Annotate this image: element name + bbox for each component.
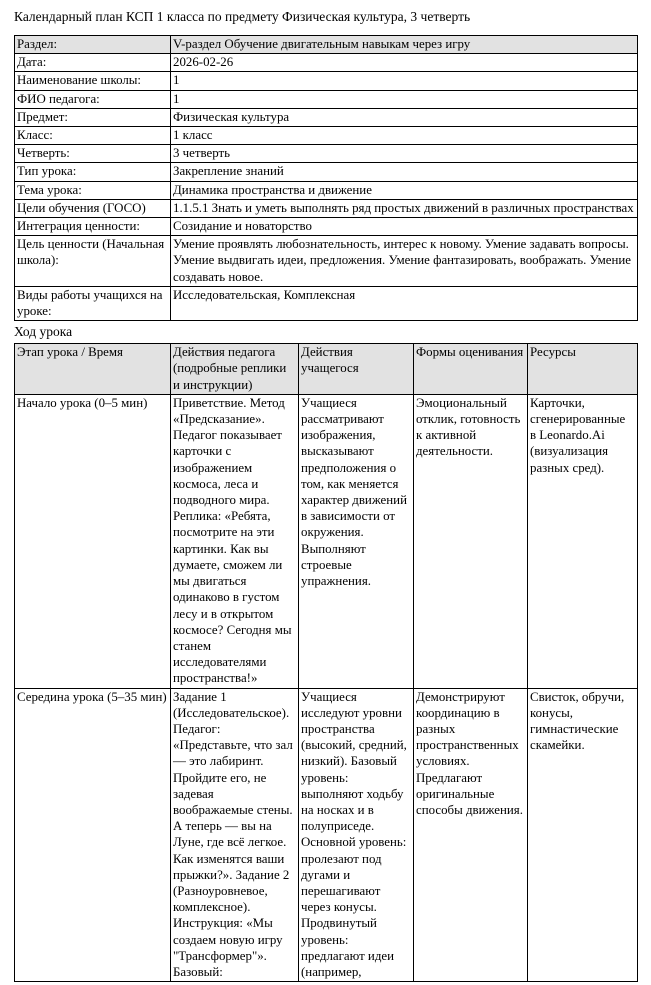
info-value: Динамика пространства и движение [171,181,638,199]
assessment-cell: Эмоциональный отклик, готовность к активной деятельности. [414,394,528,688]
stage-cell: Середина урока (5–35 мин) [15,688,171,982]
header-assessment: Формы оценивания [414,344,528,395]
lesson-table-header-row [15,344,638,395]
info-label: Класс: [15,127,171,145]
info-row-lesson-topic [15,181,638,199]
info-value: Закрепление знаний [171,163,638,181]
info-label: Четверть: [15,145,171,163]
info-row-teacher [15,90,638,108]
info-label: ФИО педагога: [15,90,171,108]
info-value: Умение проявлять любознательность, интерес к новому. Умение задавать вопросы. Умение выдвигать идеи, предложения. Умение фантазировать, воображать. Умение создавать новое. [171,236,638,287]
lesson-info-table [14,35,638,321]
info-label: Раздел: [15,36,171,54]
assessment-cell: Демонстрируют координацию в разных пространственных условиях. Предлагают оригинальные способы движения. [414,688,528,982]
info-value: 1.1.5.1 Знать и уметь выполнять ряд простых движений в различных пространствах [171,199,638,217]
info-value: 1 класс [171,127,638,145]
info-row-class [15,127,638,145]
resources-cell: Свисток, обручи, конусы, гимнастические скамейки. [528,688,638,982]
lesson-stages-table [14,343,638,982]
info-value: Исследовательская, Комплексная [171,286,638,320]
info-value: Созидание и новаторство [171,218,638,236]
info-row-values-integration [15,218,638,236]
info-row-value-goal [15,236,638,287]
info-value: Физическая культура [171,108,638,126]
header-stage: Этап урока / Время [15,344,171,395]
info-value: 1 [171,72,638,90]
resources-cell: Карточки, сгенерированные в Leonardo.Ai (визуализация разных сред). [528,394,638,688]
student-actions-cell: Учащиеся рассматривают изображения, высказывают предположения о том, как меняется характер движений в зависимости от окружения. Выполняют строевые упражнения. [299,394,414,688]
info-value: 3 четверть [171,145,638,163]
info-row-school [15,72,638,90]
info-row-data [15,54,638,72]
info-label: Виды работы учащихся на уроке: [15,286,171,320]
info-row-razdel [15,36,638,54]
info-value: V-раздел Обучение двигательным навыкам через игру [171,36,638,54]
info-value: 1 [171,90,638,108]
info-label: Интеграция ценности: [15,218,171,236]
header-resources: Ресурсы [528,344,638,395]
info-label: Предмет: [15,108,171,126]
info-label: Тема урока: [15,181,171,199]
lesson-course-heading: Ход урока [14,324,73,340]
info-value: 2026-02-26 [171,54,638,72]
info-label: Наименование школы: [15,72,171,90]
info-row-quarter [15,145,638,163]
stage-cell: Начало урока (0–5 мин) [15,394,171,688]
info-row-work-types [15,286,638,320]
info-row-goals [15,199,638,217]
stage-row-lesson-middle [15,688,638,982]
info-row-subject [15,108,638,126]
header-student-actions: Действия учащегося [299,344,414,395]
student-actions-cell: Учащиеся исследуют уровни пространства (высокий, средний, низкий). Базовый уровень: выполняют ходьбу на носках и в полуприседе. Основной уровень: пролезают под дугами и перешагивают через конусы. Продвинутый уровень: предлагают идеи (например, [299,688,414,982]
info-label: Дата: [15,54,171,72]
stage-row-lesson-start [15,394,638,688]
teacher-actions-cell: Приветствие. Метод «Предсказание». Педагог показывает карточки с изображением космоса, леса и подводного мира. Реплика: «Ребята, посмотрите на эти картинки. Как вы думаете, сможем ли мы двигаться одинаково в густом лесу и в открытом космосе? Сегодня мы станем исследователями пространства!» [171,394,299,688]
info-label: Цели обучения (ГОСО) [15,199,171,217]
header-teacher-actions: Действия педагога (подробные реплики и инструкции) [171,344,299,395]
document-title: Календарный план КСП 1 класса по предмету Физическая культура, 3 четверть [14,9,471,24]
info-label: Тип урока: [15,163,171,181]
info-label: Цель ценности (Начальная школа): [15,236,171,287]
info-row-lesson-type [15,163,638,181]
teacher-actions-cell: Задание 1 (Исследовательское). Педагог: «Представьте, что зал — это лабиринт. Пройдите его, не задевая воображаемые стены. А теперь — вы на Луне, где всё легкое. Как изменятся ваши прыжки?». Задание 2 (Разноуровневое, комплексное). Инструкция: «Мы создаем новую игру "Трансформер"». Базовый: [171,688,299,982]
